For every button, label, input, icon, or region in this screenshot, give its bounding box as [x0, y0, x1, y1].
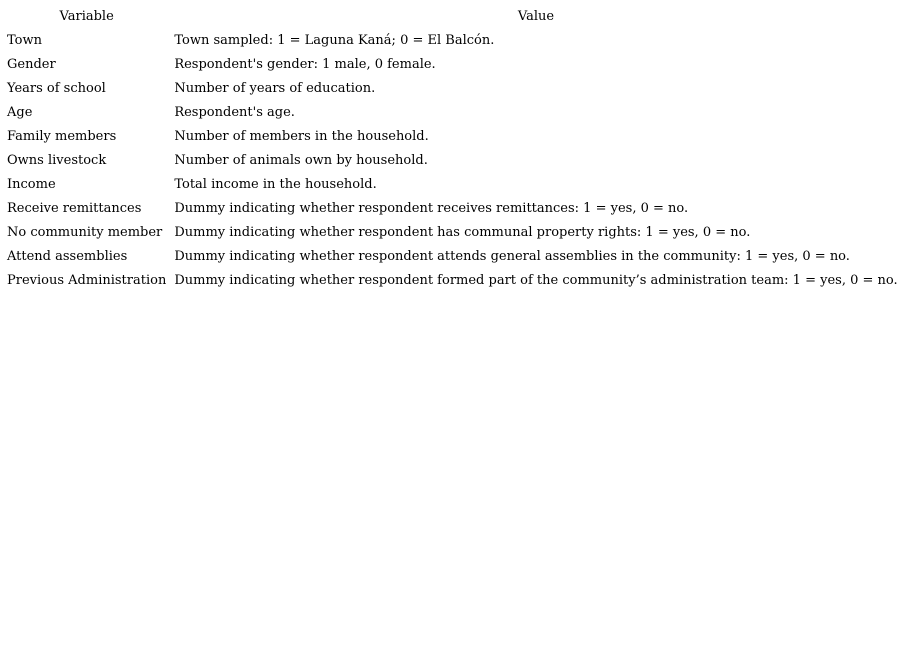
- variable-cell: Previous Administration: [7, 272, 167, 288]
- variable-cell: Age: [7, 104, 33, 120]
- header-row: [3, 4, 902, 28]
- variable-cell: Family members: [7, 128, 117, 144]
- variable-cell: Income: [7, 176, 56, 192]
- table-row: [3, 124, 902, 148]
- header-value: Value: [517, 8, 555, 24]
- value-cell: Dummy indicating whether respondent receives remittances: 1 = yes, 0 = no.: [174, 200, 689, 216]
- table-header: [3, 4, 902, 28]
- value-cell: Dummy indicating whether respondent formed part of the community’s administration team: 1 = yes, 0 = no.: [174, 272, 898, 288]
- header-variable: Variable: [59, 8, 114, 24]
- table-row: [3, 100, 902, 124]
- table-row: [3, 196, 902, 220]
- variable-cell: Town: [7, 32, 42, 48]
- value-cell: Number of members in the household.: [174, 128, 429, 144]
- variable-cell: No community member: [7, 224, 163, 240]
- value-cell: Number of years of education.: [174, 80, 376, 96]
- table-row: [3, 268, 902, 292]
- table-row: [3, 220, 902, 244]
- variable-cell: Attend assemblies: [7, 248, 128, 264]
- variable-cell: Years of school: [7, 80, 106, 96]
- table-row: [3, 28, 902, 52]
- value-cell: Respondent's age.: [174, 104, 295, 120]
- variable-cell: Receive remittances: [7, 200, 142, 216]
- variable-cell: Owns livestock: [7, 152, 107, 168]
- variables-table: [3, 4, 902, 292]
- table-row: [3, 52, 902, 76]
- value-cell: Total income in the household.: [174, 176, 377, 192]
- table-row: [3, 76, 902, 100]
- value-cell: Number of animals own by household.: [174, 152, 428, 168]
- value-cell: Town sampled: 1 = Laguna Kaná; 0 = El Balcón.: [174, 32, 495, 48]
- table-row: [3, 244, 902, 268]
- table-row: [3, 172, 902, 196]
- variable-cell: Gender: [7, 56, 56, 72]
- table-body: [3, 28, 902, 292]
- value-cell: Respondent's gender: 1 male, 0 female.: [174, 56, 436, 72]
- value-cell: Dummy indicating whether respondent has communal property rights: 1 = yes, 0 = no.: [174, 224, 751, 240]
- value-cell: Dummy indicating whether respondent attends general assemblies in the community: 1 = yes, 0 = no.: [174, 248, 850, 264]
- table-row: [3, 148, 902, 172]
